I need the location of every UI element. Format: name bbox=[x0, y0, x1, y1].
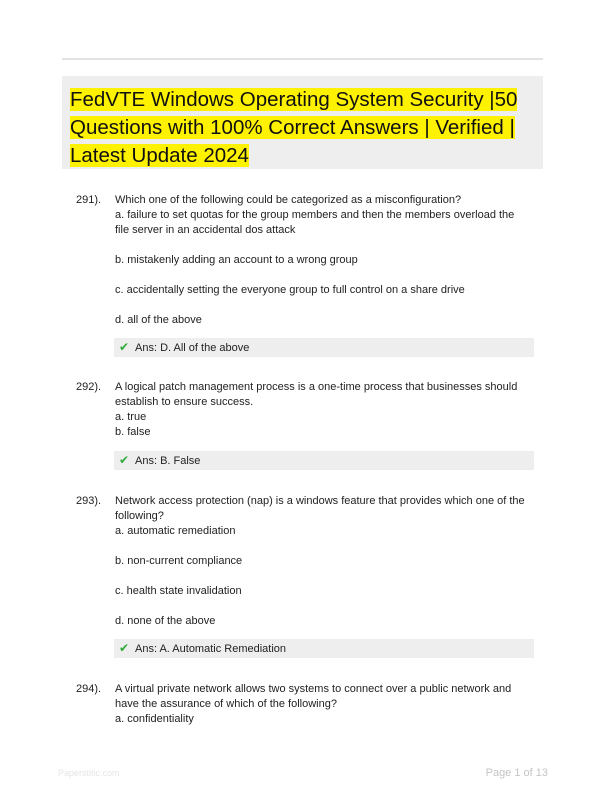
question-text: A logical patch management process is a one-time process that businesses should establish to ensure success. bbox=[115, 381, 518, 408]
question-body bbox=[115, 494, 525, 629]
question-body bbox=[115, 682, 525, 727]
check-icon: ✔ bbox=[119, 453, 130, 467]
answer-text: Ans: A. Automatic Remediation bbox=[135, 643, 287, 655]
answer-text: Ans: B. False bbox=[135, 455, 201, 467]
question-text: Network access protection (nap) is a windows feature that provides which one of the following? bbox=[115, 495, 525, 522]
question-body bbox=[115, 380, 525, 440]
top-divider bbox=[62, 58, 543, 60]
option-c: c. health state invalidation bbox=[115, 585, 242, 597]
question-number: 291). bbox=[76, 194, 102, 206]
option-a: a. failure to set quotas for the group members and then the members overload the file server in an accidental dos attack bbox=[115, 209, 515, 236]
check-icon: ✔ bbox=[119, 641, 130, 655]
option-b: b. false bbox=[115, 426, 151, 438]
answer-box-291 bbox=[114, 338, 534, 357]
option-b: b. non-current compliance bbox=[115, 555, 243, 567]
document-title: FedVTE Windows Operating System Security |50 Questions with 100% Correct Answers | Verified | Latest Update 2024 bbox=[70, 88, 518, 167]
answer-box-292 bbox=[114, 451, 534, 470]
question-text: A virtual private network allows two systems to connect over a public network and have the assurance of which of the following? bbox=[115, 683, 512, 710]
check-icon: ✔ bbox=[119, 340, 130, 354]
option-c: c. accidentally setting the everyone group to full control on a share drive bbox=[115, 284, 465, 296]
question-number: 292). bbox=[76, 381, 102, 393]
option-b: b. mistakenly adding an account to a wrong group bbox=[115, 254, 358, 266]
question-number: 293). bbox=[76, 495, 102, 507]
question-body bbox=[115, 193, 525, 328]
question-number: 294). bbox=[76, 683, 102, 695]
option-a: a. true bbox=[115, 411, 147, 423]
answer-box-293 bbox=[114, 639, 534, 658]
option-d: d. none of the above bbox=[115, 615, 216, 627]
page-number: Page 1 of 13 bbox=[485, 767, 548, 779]
answer-text: Ans: D. All of the above bbox=[135, 342, 250, 354]
option-a: a. confidentiality bbox=[115, 713, 194, 725]
option-d: d. all of the above bbox=[115, 314, 202, 326]
footer-site: Paperstitic.com bbox=[58, 768, 120, 778]
option-a: a. automatic remediation bbox=[115, 525, 236, 537]
question-text: Which one of the following could be categorized as a misconfiguration? bbox=[115, 194, 462, 206]
